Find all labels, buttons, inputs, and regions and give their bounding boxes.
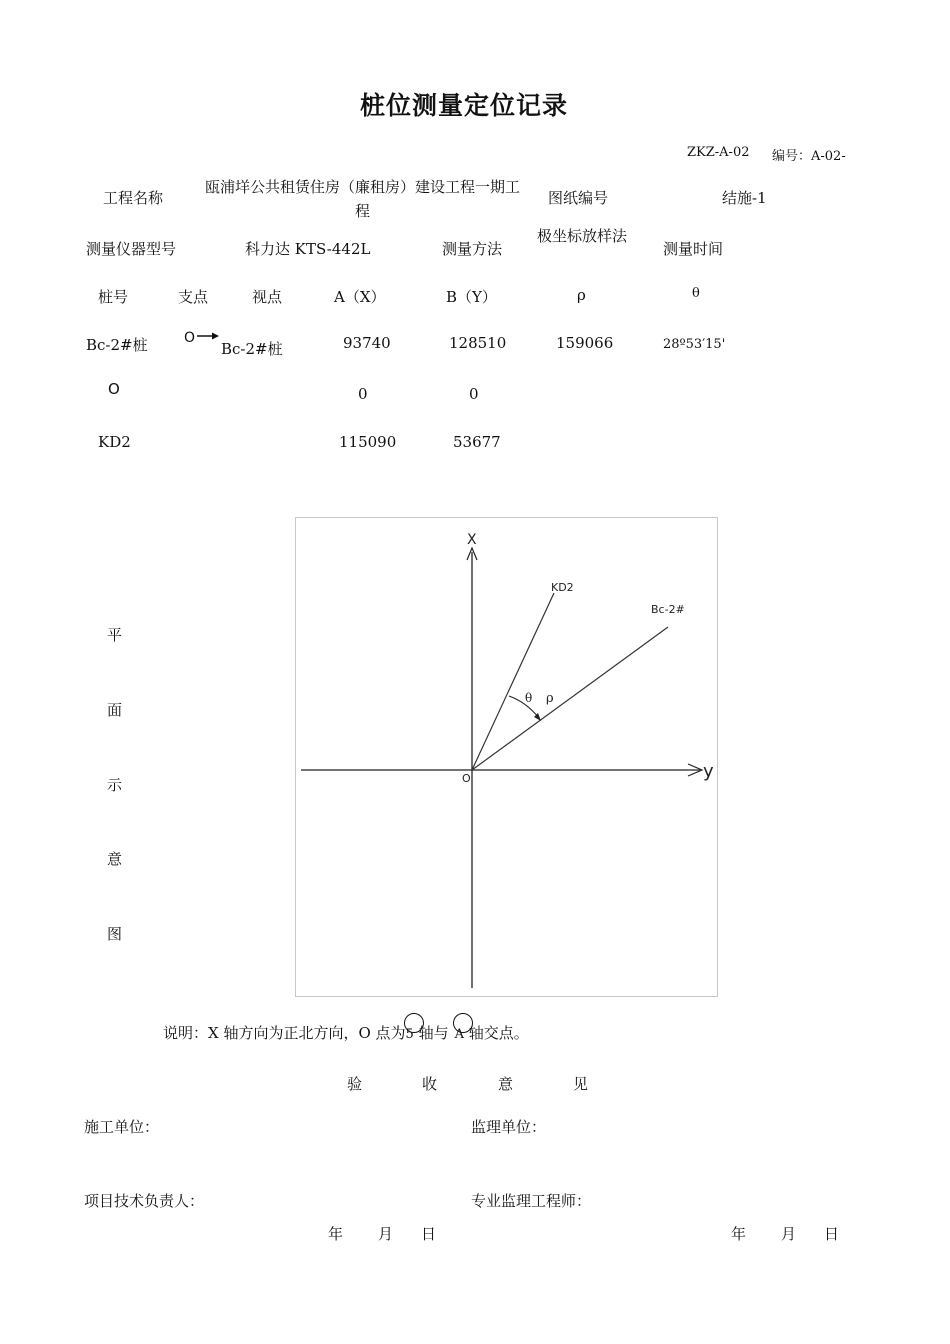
row3-pile: KD2 bbox=[98, 433, 131, 451]
row1-support: O bbox=[184, 330, 196, 346]
header-theta: θ bbox=[692, 286, 700, 301]
grid-axis-marker-1 bbox=[406, 1024, 414, 1042]
grid-axis-label-1: 5 bbox=[405, 1027, 414, 1042]
row1-theta: 28º53′15' bbox=[663, 337, 726, 352]
plan-label-char-2: 面 bbox=[107, 701, 123, 719]
drawing-no-label: 图纸编号 bbox=[548, 189, 609, 207]
row3-a: 115090 bbox=[339, 433, 397, 451]
header-pile: 桩号 bbox=[98, 288, 129, 306]
method-value: 极坐标放样法 bbox=[537, 227, 628, 245]
header-view: 视点 bbox=[252, 288, 283, 306]
row2-a: 0 bbox=[358, 385, 368, 403]
coordinate-diagram bbox=[296, 518, 719, 998]
row1-b: 128510 bbox=[449, 334, 507, 352]
contractor-date-day: 日 bbox=[421, 1225, 437, 1243]
y-axis-label: y bbox=[703, 761, 714, 782]
method-label: 测量方法 bbox=[442, 240, 503, 258]
project-name-label: 工程名称 bbox=[103, 189, 164, 207]
bc2-direction-line bbox=[472, 627, 668, 770]
theta-label: θ bbox=[525, 691, 533, 705]
time-label: 测量时间 bbox=[663, 240, 724, 258]
page-title: 桩位测量定位记录 bbox=[360, 91, 569, 120]
origin-label: O bbox=[462, 772, 471, 785]
kd2-direction-line bbox=[472, 593, 554, 770]
row1-rho: 159066 bbox=[556, 334, 614, 352]
kd2-label: KD2 bbox=[551, 581, 574, 594]
engineer-label: 专业监理工程师： bbox=[471, 1192, 592, 1210]
plan-label-char-3: 示 bbox=[107, 776, 123, 794]
arrow-right-icon bbox=[196, 330, 220, 342]
grid-axis-marker-2 bbox=[455, 1024, 464, 1042]
row1-pile: Bc-2#桩 bbox=[86, 336, 148, 354]
plan-label-char-4: 意 bbox=[107, 850, 123, 868]
serial-number: 编号：A-02- bbox=[772, 149, 846, 164]
rho-label: ρ bbox=[546, 691, 554, 706]
note-prefix: 说明：X 轴方向为正北方向，O 点为 bbox=[163, 1024, 406, 1042]
acceptance-char-1: 验 bbox=[347, 1075, 363, 1093]
form-code: ZKZ-A-02 bbox=[687, 145, 750, 160]
instrument-label: 测量仪器型号 bbox=[86, 240, 177, 258]
supervisor-date-day: 日 bbox=[824, 1225, 840, 1243]
circle-marker-icon bbox=[453, 1013, 473, 1033]
header-support: 支点 bbox=[178, 288, 209, 306]
row1-a: 93740 bbox=[343, 334, 391, 352]
x-axis-label: X bbox=[467, 532, 477, 548]
circle-marker-icon bbox=[404, 1013, 424, 1033]
supervisor-date-month: 月 bbox=[781, 1225, 797, 1243]
grid-axis-label-2: A bbox=[454, 1027, 464, 1042]
instrument-value: 科力达 KTS-442L bbox=[245, 240, 371, 258]
header-a: A（X） bbox=[334, 288, 386, 306]
project-name-value: 瓯浦垟公共租赁住房（廉租房）建设工程一期工程 bbox=[204, 178, 520, 220]
acceptance-char-4: 见 bbox=[573, 1075, 589, 1093]
row2-b: 0 bbox=[469, 385, 479, 403]
row2-pile: O bbox=[108, 380, 120, 398]
tech-lead-label: 项目技术负责人： bbox=[84, 1192, 205, 1210]
contractor-label: 施工单位： bbox=[84, 1118, 160, 1136]
bc2-label: Bc-2# bbox=[651, 603, 685, 616]
row1-view: Bc-2#桩 bbox=[221, 340, 283, 358]
row3-b: 53677 bbox=[453, 433, 501, 451]
plan-label-char-5: 图 bbox=[107, 925, 123, 943]
drawing-no-value: 结施-1 bbox=[722, 189, 767, 207]
supervisor-label: 监理单位： bbox=[471, 1118, 547, 1136]
note-suffix: 轴交点。 bbox=[468, 1024, 529, 1042]
note-mid: 轴与 bbox=[418, 1024, 449, 1042]
acceptance-char-3: 意 bbox=[498, 1075, 514, 1093]
acceptance-char-2: 收 bbox=[422, 1075, 438, 1093]
header-b: B（Y） bbox=[446, 288, 497, 306]
contractor-date-year: 年 bbox=[328, 1225, 344, 1243]
contractor-date-month: 月 bbox=[378, 1225, 394, 1243]
supervisor-date-year: 年 bbox=[731, 1225, 747, 1243]
header-rho: ρ bbox=[577, 286, 586, 304]
theta-arc bbox=[509, 696, 539, 718]
diagram-note bbox=[163, 1022, 529, 1043]
plan-label-char-1: 平 bbox=[107, 626, 123, 644]
plan-diagram bbox=[295, 517, 718, 997]
